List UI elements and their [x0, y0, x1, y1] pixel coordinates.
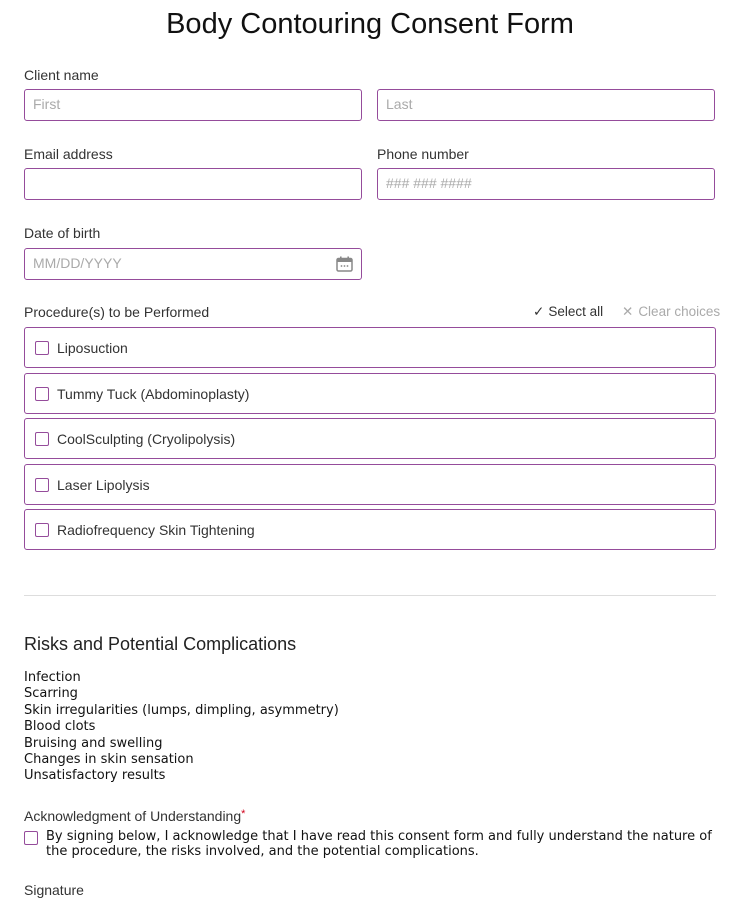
check-icon: ✓ — [533, 304, 545, 319]
dob-input[interactable] — [24, 248, 362, 280]
procedure-option[interactable] — [24, 464, 716, 505]
risk-item: Skin irregularities (lumps, dimpling, asymmetry) — [24, 702, 339, 718]
phone-input[interactable]: ### ### #### — [377, 168, 715, 200]
client-name-label: Client name — [24, 67, 99, 83]
risk-item: Scarring — [24, 686, 78, 702]
ack-text-line: By signing below, I acknowledge that I have read this consent form and fully understand the nature of — [46, 829, 712, 844]
last-name-input[interactable]: Last — [377, 89, 715, 121]
risks-heading: Risks and Potential Complications — [24, 634, 297, 654]
dob-label: Date of birth — [24, 225, 101, 241]
procedure-option[interactable] — [24, 373, 716, 414]
required-marker: * — [241, 808, 246, 820]
x-icon: ✕ — [622, 304, 634, 319]
select-all-button[interactable] — [533, 304, 603, 320]
phone-label: Phone number — [377, 146, 469, 162]
email-input[interactable] — [24, 168, 362, 200]
risk-item: Changes in skin sensation — [24, 752, 194, 768]
procedure-option[interactable] — [24, 327, 716, 368]
risk-item: Infection — [24, 670, 81, 685]
email-label: Email address — [24, 146, 113, 162]
risks-list — [24, 670, 339, 785]
first-name-input[interactable]: First — [24, 89, 362, 121]
select-all-label: Select all — [548, 304, 604, 319]
risk-item: Blood clots — [24, 719, 96, 735]
page-title: Body Contouring Consent Form — [166, 8, 574, 40]
checkbox[interactable] — [35, 478, 49, 492]
divider — [24, 595, 716, 596]
ack-text — [46, 829, 712, 859]
procedure-label: CoolSculpting (Cryolipolysis) — [57, 430, 236, 447]
checkbox[interactable] — [35, 432, 49, 446]
ack-checkbox[interactable] — [24, 831, 38, 845]
calendar-icon[interactable] — [336, 256, 353, 272]
procedure-label: Laser Lipolysis — [57, 476, 150, 493]
checkbox[interactable] — [35, 387, 49, 401]
risk-item: Unsatisfactory results — [24, 768, 166, 784]
ack-label-text: Acknowledgment of Understanding — [24, 808, 242, 824]
clear-choices-label: Clear choices — [638, 304, 721, 319]
risk-item: Bruising and swelling — [24, 735, 163, 751]
clear-choices-button[interactable] — [622, 304, 720, 320]
ack-label — [24, 808, 245, 824]
procedure-label: Liposuction — [57, 339, 128, 356]
checkbox[interactable] — [35, 341, 49, 355]
procedure-option[interactable] — [24, 418, 716, 459]
dob-placeholder: MM/DD/YYYY — [33, 255, 122, 271]
procedure-label: Tummy Tuck (Abdominoplasty) — [57, 385, 250, 402]
procedure-option[interactable] — [24, 509, 716, 550]
ack-text-line: the procedure, the risks involved, and the potential complications. — [46, 844, 479, 859]
signature-label: Signature — [24, 882, 84, 898]
procedure-label: Radiofrequency Skin Tightening — [57, 521, 255, 538]
procedures-label: Procedure(s) to be Performed — [24, 304, 210, 320]
checkbox[interactable] — [35, 523, 49, 537]
